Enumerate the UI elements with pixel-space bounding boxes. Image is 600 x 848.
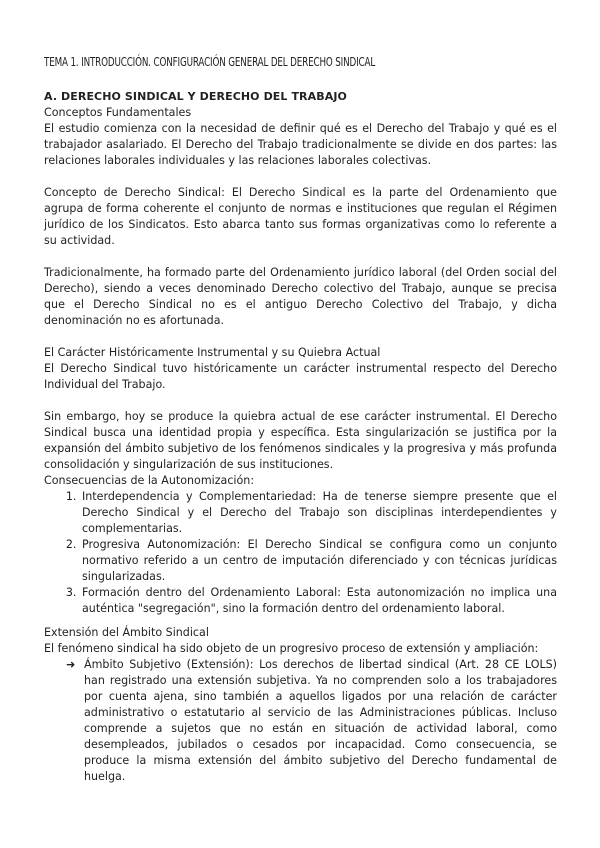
paragraph: Sin embargo, hoy se produce la quiebra actual de ese carácter instrumental. El Derecho Sindical busca una identidad propia y específica. Esta singularización se justifica por la expansión del ámbito subjetivo de los fenómenos sindicales y la progresiva y más profunda consolidación y singularización de sus instituciones. [44,410,557,471]
paragraph: Tradicionalmente, ha formado parte del Ordenamiento jurídico laboral (del Orden social del Derecho), siendo a veces denominado Derecho colectivo del Trabajo, aunque se precisa que el Derecho Sindical no es el antiguo Derecho Colectivo del Trabajo, y dicha denominación no es afortunada. [44,266,557,327]
document-body [44,89,557,785]
list-item: 1. Interdependencia y Complementariedad: Ha de tenerse siempre presente que el Derecho Sindical y el Derecho del Trabajo son disciplinas interdependientes y complementarias. [80,489,557,537]
consequences-heading: Consecuencias de la Autonomización: [44,474,255,487]
section-a-subheading: Conceptos Fundamentales [44,106,192,119]
page-title: TEMA 1. INTRODUCCIÓN. CONFIGURACIÓN GENERAL DEL DERECHO SINDICAL [44,54,376,69]
paragraph: El estudio comienza con la necesidad de definir qué es el Derecho del Trabajo y qué es el trabajador asalariado. El Derecho del Trabajo tradicionalmente se divide en dos partes: las relaciones laborales individuales y las relaciones laborales colectivas. [44,122,557,167]
right-arrow-icon: ➜ [66,658,76,671]
list-item: 2. Progresiva Autonomización: El Derecho Sindical se configura como un conjunto normativo referido a un centro de imputación diferenciado y con técnicas jurídicas singularizadas. [80,537,557,585]
list-item-text: Ámbito Subjetivo (Extensión): Los derechos de libertad sindical (Art. 28 CE LOLS) han registrado una extensión subjetiva. Ya no comprenden solo a los trabajadores por cuenta ajena, sino también a aquellos ligados por una relación de carácter administrativo o estatutario al servicio de las Administraciones públicas. Incluso comprende a sujetos que no están en situación de actividad laboral, como desempleados, jubilados o cesados por incapacidad. Como consecuencia, se produce la misma extensión del ámbito subjetivo del Derecho fundamental de huelga. [84,658,557,783]
consequences-list [44,489,557,617]
extension-heading: Extensión del Ámbito Sindical [44,626,209,639]
list-item: 3. Formación dentro del Ordenamiento Laboral: Esta autonomización no implica una auténtica "segregación", sino la formación dentro del ordenamiento laboral. [80,585,557,617]
extension-list [44,657,557,785]
list-item [66,657,557,785]
section-a-heading: A. DERECHO SINDICAL Y DERECHO DEL TRABAJO [44,90,347,103]
paragraph: El Derecho Sindical tuvo históricamente un carácter instrumental respecto del Derecho Individual del Trabajo. [44,362,557,391]
instrumental-heading: El Carácter Históricamente Instrumental y su Quiebra Actual [44,346,381,359]
paragraph: Concepto de Derecho Sindical: El Derecho Sindical es la parte del Ordenamiento que agrupa de forma coherente el conjunto de normas e instituciones que regulan el Régimen jurídico de los Sindicatos. Esto abarca tanto sus formas organizativas como lo referente a su actividad. [44,186,557,247]
paragraph: El fenómeno sindical ha sido objeto de un progresivo proceso de extensión y ampliación: [44,642,539,655]
